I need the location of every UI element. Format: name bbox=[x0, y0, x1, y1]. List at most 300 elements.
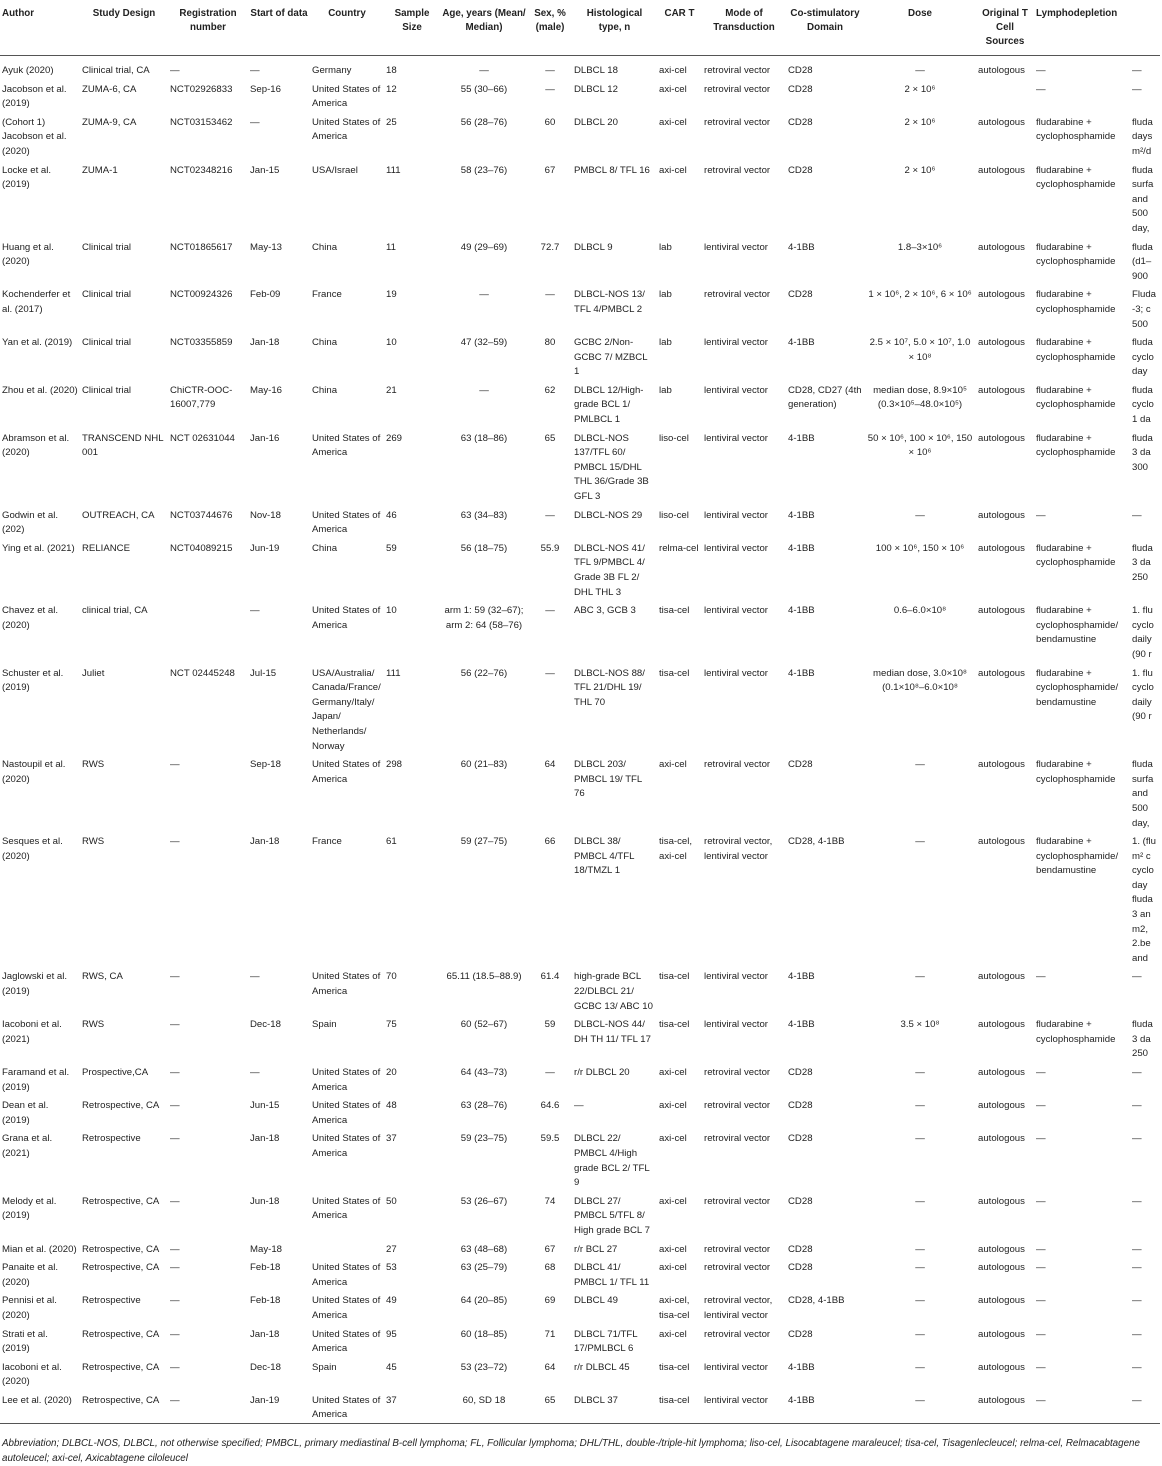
cell-age: 63 (28–76) bbox=[460, 1100, 508, 1112]
cell-car-t: liso-cel bbox=[659, 509, 689, 521]
cell-histological-type: DLBCL 203/ PMBCL 19/ TFL 76 bbox=[574, 759, 642, 800]
cell-author: Huang et al. (2020) bbox=[2, 241, 54, 268]
cell-t-cell-sources: autologous bbox=[978, 836, 1025, 848]
cell-registration-number: — bbox=[170, 836, 180, 848]
cell-registration-number: — bbox=[170, 1133, 180, 1145]
cell-car-t: axi-cel bbox=[659, 1195, 687, 1207]
cell-truncated: — bbox=[1130, 1390, 1160, 1424]
cell-sex: 71 bbox=[544, 1328, 556, 1340]
cell-dose: 3.5 × 10⁸ bbox=[900, 1019, 940, 1031]
cell-histological-type: DLBCL 12 bbox=[574, 83, 618, 95]
cell-histological-type: DLBCL 71/TFL 17/PMLBCL 6 bbox=[574, 1328, 638, 1355]
cell-mode-of-transduction: lentiviral vector bbox=[704, 384, 768, 396]
table-row bbox=[0, 1095, 1160, 1128]
cell-costimulatory-domain: 4-1BB bbox=[788, 241, 815, 253]
column-header-sample-size: Sample Size bbox=[384, 0, 440, 56]
cell-mode-of-transduction: retroviral vector, lentiviral vector bbox=[704, 836, 773, 862]
cell-t-cell-sources: autologous bbox=[978, 1133, 1025, 1145]
cell-mode-of-transduction: lentiviral vector bbox=[704, 1361, 768, 1373]
cell-age: 59 (27–75) bbox=[460, 836, 508, 848]
cell-t-cell-sources: autologous bbox=[978, 509, 1025, 521]
cell-truncated: fluda days m²/d bbox=[1132, 116, 1153, 157]
cell-sample-size: 21 bbox=[386, 384, 397, 396]
cell-car-t: tisa-cel bbox=[659, 971, 690, 983]
cell-sex: — bbox=[545, 1067, 555, 1078]
table-row bbox=[0, 1390, 1160, 1424]
cell-registration-number: — bbox=[170, 1067, 180, 1078]
cell-sex: 66 bbox=[544, 836, 556, 848]
cell-mode-of-transduction: retroviral vector bbox=[704, 759, 771, 771]
cell-country: United States of America bbox=[312, 1100, 381, 1126]
cell-start-of-data: May-18 bbox=[250, 1243, 282, 1255]
cell-mode-of-transduction: lentiviral vector bbox=[704, 667, 768, 679]
table-row bbox=[0, 831, 1160, 966]
cell-t-cell-sources: autologous bbox=[978, 1195, 1025, 1207]
cell-registration-number: NCT02926833 bbox=[170, 83, 233, 95]
table-body bbox=[0, 56, 1160, 1424]
cell-histological-type: ABC 3, GCB 3 bbox=[574, 605, 636, 617]
cell-country: United States of America bbox=[312, 605, 381, 631]
cell-country: United States of America bbox=[312, 1328, 381, 1355]
table-row bbox=[0, 1191, 1160, 1239]
cell-age: 60 (21–83) bbox=[460, 759, 508, 771]
cell-mode-of-transduction: lentiviral vector bbox=[704, 337, 768, 349]
table-row bbox=[0, 380, 1160, 428]
cell-histological-type: DLBCL 41/ PMBCL 1/ TFL 11 bbox=[574, 1262, 650, 1288]
cell-lymphodepletion: fludarabine + cyclophosphamide bbox=[1036, 164, 1116, 191]
cell-dose: — bbox=[864, 1390, 976, 1424]
cell-sex: 64.6 bbox=[540, 1100, 560, 1112]
cell-histological-type: DLBCL-NOS 41/ TFL 9/PMBCL 4/ Grade 3B FL 2/ DHL THL 3 bbox=[574, 542, 645, 598]
cell-start-of-data: Jul-15 bbox=[250, 667, 277, 679]
cell-age: 55 (30–66) bbox=[460, 83, 508, 95]
cell-dose: — bbox=[915, 971, 925, 983]
cell-registration-number: — bbox=[170, 1100, 180, 1112]
cell-lymphodepletion: fludarabine + cyclophosphamide bbox=[1036, 289, 1116, 315]
cell-country: Germany bbox=[312, 65, 352, 76]
cell-author: Pennisi et al. (2020) bbox=[2, 1295, 57, 1321]
cell-costimulatory-domain: CD28 bbox=[788, 1133, 813, 1145]
cell-t-cell-sources: autologous bbox=[978, 65, 1025, 76]
column-header-t-cell-sources: Original T Cell Sources bbox=[976, 0, 1034, 56]
cell-t-cell-sources: autologous bbox=[976, 1390, 1034, 1424]
table-footnote: Abbreviation; DLBCL-NOS, DLBCL, not otherwise specified; PMBCL, primary mediastinal B-cell lymphoma; FL, Follicular lymphoma; DHL/THL, double-/triple-hit lymphoma; liso-cel, Lisocabtagene maraleucel; tisa-cel, Tisagenlecleucel; relma-cel, Relmacabtagene autoleucel; axi-cel, Axicabtagene ciloleucel bbox=[2, 1438, 1140, 1464]
cell-sex: 74 bbox=[544, 1195, 556, 1207]
cell-costimulatory-domain: CD28 bbox=[788, 759, 813, 771]
cell-sample-size: 53 bbox=[386, 1262, 397, 1274]
cell-car-t: axi-cel bbox=[659, 83, 687, 95]
cell-lymphodepletion: fludarabine + cyclophosphamide bbox=[1036, 337, 1116, 363]
cell-lymphodepletion: — bbox=[1036, 1195, 1046, 1207]
cell-start-of-data: Feb-18 bbox=[250, 1262, 281, 1274]
cell-histological-type: DLBCL 49 bbox=[574, 1295, 618, 1307]
cell-costimulatory-domain: CD28 bbox=[788, 65, 813, 76]
cell-mode-of-transduction: retroviral vector bbox=[704, 1067, 771, 1078]
cell-costimulatory-domain: CD28, CD27 (4th generation) bbox=[788, 384, 862, 411]
cell-country: USA/Australia/ Canada/France/ Germany/Italy/ Japan/ Netherlands/ Norway bbox=[312, 667, 381, 752]
cell-author: Iacoboni et al. (2020) bbox=[2, 1361, 62, 1388]
table-row bbox=[0, 237, 1160, 285]
table-row bbox=[0, 966, 1160, 1014]
cell-lymphodepletion: fludarabine + cyclophosphamide/ bendamustine bbox=[1036, 667, 1119, 708]
cell-start-of-data: Sep-16 bbox=[250, 83, 281, 95]
column-header-lymphodepletion: Lymphodepletion bbox=[1034, 0, 1130, 56]
cell-dose: 100 × 10⁶, 150 × 10⁶ bbox=[875, 542, 965, 554]
cell-sex: — bbox=[545, 667, 555, 679]
cell-costimulatory-domain: 4-1BB bbox=[788, 542, 815, 554]
column-header-age: Age, years (Mean/ Median) bbox=[440, 0, 528, 56]
cell-author: Grana et al. (2021) bbox=[2, 1133, 53, 1159]
cell-start-of-data: May-13 bbox=[250, 241, 282, 253]
cell-registration-number: NCT03153462 bbox=[170, 116, 233, 128]
cell-histological-type: r/r BCL 27 bbox=[574, 1243, 618, 1255]
cell-mode-of-transduction: retroviral vector, lentiviral vector bbox=[704, 1295, 773, 1321]
cell-truncated: — bbox=[1132, 83, 1142, 95]
cell-country: Spain bbox=[312, 1361, 337, 1373]
cell-age: 53 (26–67) bbox=[460, 1195, 508, 1207]
cell-dose: — bbox=[915, 1328, 925, 1340]
cell-histological-type: DLBCL 20 bbox=[574, 116, 618, 128]
cell-lymphodepletion: fludarabine + cyclophosphamide bbox=[1036, 1019, 1116, 1045]
cell-study-design: RWS, CA bbox=[82, 971, 123, 983]
cell-author: Ying et al. (2021) bbox=[2, 542, 75, 554]
cell-sample-size: 12 bbox=[386, 83, 397, 95]
cell-histological-type: DLBCL-NOS 13/ TFL 4/PMBCL 2 bbox=[574, 289, 645, 315]
cell-sex: — bbox=[545, 83, 555, 95]
column-header-car-t: CAR T bbox=[657, 0, 702, 56]
cell-sex: 59.5 bbox=[540, 1133, 560, 1145]
cell-start-of-data: Jun-15 bbox=[250, 1100, 280, 1112]
cell-age: 63 (25–79) bbox=[460, 1262, 508, 1274]
cell-histological-type: DLBCL 27/ PMBCL 5/TFL 8/ High grade BCL 7 bbox=[574, 1195, 650, 1236]
cell-author: Sesques et al. (2020) bbox=[2, 836, 63, 862]
table-row bbox=[0, 284, 1160, 332]
cell-lymphodepletion: — bbox=[1034, 1390, 1130, 1424]
cell-age: 65.11 (18.5–88.9) bbox=[446, 971, 522, 983]
cell-study-design: Clinical trial, CA bbox=[82, 65, 150, 76]
cell-lymphodepletion: fludarabine + cyclophosphamide bbox=[1036, 384, 1116, 411]
cell-sample-size: 95 bbox=[386, 1328, 397, 1340]
cell-costimulatory-domain: CD28 bbox=[788, 1100, 813, 1112]
cell-histological-type: r/r DLBCL 20 bbox=[574, 1067, 630, 1078]
cell-country: United States of America bbox=[312, 432, 381, 459]
cell-age: — bbox=[479, 65, 489, 76]
cell-sample-size: 25 bbox=[386, 116, 397, 128]
cell-sample-size: 11 bbox=[386, 241, 396, 253]
cell-study-design: Juliet bbox=[82, 667, 105, 679]
cell-study-design: Retrospective bbox=[82, 1133, 141, 1145]
cell-mode-of-transduction: lentiviral vector bbox=[704, 1019, 768, 1031]
table-row bbox=[0, 754, 1160, 831]
cell-dose: — bbox=[915, 1195, 925, 1207]
cell-study-design: RELIANCE bbox=[82, 542, 130, 554]
table-row bbox=[0, 79, 1160, 112]
cell-t-cell-sources: autologous bbox=[978, 337, 1025, 349]
cell-study-design: RWS bbox=[82, 759, 105, 771]
cell-sample-size: 20 bbox=[386, 1067, 397, 1078]
table-row bbox=[0, 538, 1160, 600]
cell-truncated: fluda cyclo 1 da bbox=[1132, 384, 1154, 426]
cell-dose: — bbox=[915, 1243, 925, 1255]
cell-registration-number: — bbox=[168, 1390, 248, 1424]
cell-author: Locke et al. (2019) bbox=[2, 164, 52, 191]
cell-dose: — bbox=[915, 1361, 925, 1373]
table-row bbox=[0, 112, 1160, 160]
cell-sample-size: 10 bbox=[386, 337, 397, 349]
cell-histological-type: DLBCL-NOS 137/TFL 60/ PMBCL 15/DHL THL 36/Grade 3B GFL 3 bbox=[574, 432, 649, 503]
cell-sample-size: 18 bbox=[386, 65, 397, 76]
cell-histological-type: DLBCL 9 bbox=[574, 241, 613, 253]
cell-sex: 59 bbox=[544, 1019, 556, 1031]
cell-lymphodepletion: — bbox=[1036, 1328, 1046, 1340]
cell-lymphodepletion: fludarabine + cyclophosphamide bbox=[1036, 542, 1116, 569]
cell-sex: 55.9 bbox=[540, 542, 560, 554]
cell-sex: 65 bbox=[544, 432, 556, 444]
cell-sex: 68 bbox=[544, 1262, 556, 1274]
cell-author: Lee et al. (2020) bbox=[0, 1390, 80, 1424]
cell-mode-of-transduction: lentiviral vector bbox=[704, 509, 768, 521]
cell-costimulatory-domain: 4-1BB bbox=[786, 1390, 864, 1424]
cell-sample-size: 111 bbox=[386, 667, 401, 679]
cell-costimulatory-domain: CD28 bbox=[788, 116, 813, 128]
cell-country: United States of America bbox=[312, 1262, 381, 1288]
cell-author: Schuster et al. (2019) bbox=[2, 667, 64, 694]
cell-dose: — bbox=[915, 1133, 925, 1145]
cell-sex: 72.7 bbox=[540, 241, 560, 253]
cell-lymphodepletion: — bbox=[1036, 1243, 1046, 1255]
cell-start-of-data: Sep-18 bbox=[250, 759, 281, 771]
cell-sex: 80 bbox=[544, 337, 556, 349]
cell-start-of-data: — bbox=[250, 605, 260, 617]
cell-author: Iacoboni et al. (2021) bbox=[2, 1019, 62, 1045]
cell-study-design: RWS bbox=[82, 1019, 105, 1031]
cell-car-t: axi-cel bbox=[659, 1133, 687, 1145]
cell-lymphodepletion: — bbox=[1036, 971, 1046, 983]
cell-lymphodepletion: — bbox=[1036, 1067, 1046, 1078]
cell-car-t: tisa-cel bbox=[659, 667, 690, 679]
cell-registration-number: — bbox=[170, 1243, 180, 1255]
cell-histological-type: DLBCL 38/ PMBCL 4/TFL 18/TMZL 1 bbox=[574, 836, 635, 877]
column-header-dose: Dose bbox=[864, 0, 976, 56]
cell-study-design: ZUMA-9, CA bbox=[82, 116, 137, 128]
cell-car-t: axi-cel bbox=[659, 1328, 687, 1340]
cell-truncated: — bbox=[1132, 65, 1142, 76]
cell-dose: — bbox=[915, 759, 925, 771]
cell-car-t: tisa-cel bbox=[659, 1361, 690, 1373]
column-header-author: Author bbox=[0, 0, 80, 56]
cell-costimulatory-domain: 4-1BB bbox=[788, 1019, 815, 1031]
cell-country: United States of America bbox=[312, 1067, 381, 1093]
cell-car-t: lab bbox=[659, 337, 672, 349]
cell-dose: — bbox=[915, 65, 925, 76]
cell-car-t: axi-cel bbox=[659, 1262, 687, 1274]
cell-car-t: axi-cel bbox=[659, 1100, 687, 1112]
cell-truncated: Fluda -3; c 500 bbox=[1132, 289, 1156, 330]
cell-lymphodepletion: fludarabine + cyclophosphamide/ bendamustine bbox=[1036, 605, 1119, 646]
cell-truncated: — bbox=[1132, 971, 1142, 983]
cell-costimulatory-domain: CD28 bbox=[788, 1328, 813, 1340]
cell-mode-of-transduction: retroviral vector bbox=[704, 1100, 771, 1112]
cell-study-design: Clinical trial bbox=[82, 289, 132, 301]
cell-start-of-data: — bbox=[250, 116, 260, 128]
table-row bbox=[0, 1324, 1160, 1357]
cell-study-design: Retrospective, CA bbox=[82, 1361, 160, 1373]
cell-mode-of-transduction: lentiviral vector bbox=[702, 1390, 786, 1424]
cell-country: United States of America bbox=[312, 1295, 381, 1321]
cell-study-design: Retrospective, CA bbox=[82, 1243, 160, 1255]
cell-age: 53 (23–72) bbox=[460, 1361, 508, 1373]
cell-start-of-data: — bbox=[250, 65, 260, 76]
cell-truncated: — bbox=[1132, 1243, 1142, 1255]
cell-dose: — bbox=[915, 1262, 925, 1274]
column-header-study-design: Study Design bbox=[80, 0, 168, 56]
cell-study-design: OUTREACH, CA bbox=[82, 509, 155, 521]
cell-t-cell-sources: autologous bbox=[978, 1067, 1025, 1078]
cell-t-cell-sources: autologous bbox=[978, 289, 1025, 301]
cell-age: 60, SD 18 bbox=[440, 1390, 528, 1424]
cell-start-of-data: Jun-19 bbox=[250, 542, 280, 554]
cell-study-design: Retrospective, CA bbox=[82, 1100, 160, 1112]
cell-histological-type: DLBCL-NOS 44/ DH TH 11/ TFL 17 bbox=[574, 1019, 651, 1045]
cell-costimulatory-domain: 4-1BB bbox=[788, 1361, 815, 1373]
cell-study-design: Retrospective, CA bbox=[82, 1262, 160, 1274]
cell-truncated: — bbox=[1132, 509, 1142, 521]
cell-age: 60 (18–85) bbox=[460, 1328, 508, 1340]
cell-truncated: 1. flu cyclo daily (90 r bbox=[1132, 605, 1154, 660]
cell-t-cell-sources bbox=[976, 79, 1034, 112]
cell-histological-type: r/r DLBCL 45 bbox=[574, 1361, 630, 1373]
cell-t-cell-sources: autologous bbox=[978, 432, 1025, 444]
cell-sex: — bbox=[545, 289, 555, 301]
cell-study-design: Clinical trial bbox=[82, 337, 132, 349]
cell-dose: 1 × 10⁶, 2 × 10⁶, 6 × 10⁶ bbox=[868, 289, 972, 301]
cell-country: France bbox=[312, 289, 342, 301]
cell-start-of-data: May-16 bbox=[250, 384, 282, 396]
cell-truncated: — bbox=[1132, 1133, 1142, 1145]
cell-car-t: tisa-cel, axi-cel bbox=[659, 836, 693, 862]
cell-costimulatory-domain: CD28 bbox=[788, 1067, 813, 1078]
cell-costimulatory-domain: 4-1BB bbox=[788, 432, 815, 444]
cell-sex: 69 bbox=[544, 1295, 556, 1307]
cell-t-cell-sources: autologous bbox=[978, 1262, 1025, 1274]
table-row bbox=[0, 1357, 1160, 1390]
cell-country: United States of America bbox=[310, 1390, 384, 1424]
cell-age: 63 (48–68) bbox=[460, 1243, 508, 1255]
cell-costimulatory-domain: 4-1BB bbox=[788, 971, 815, 983]
cell-start-of-data: Dec-18 bbox=[250, 1361, 281, 1373]
cell-lymphodepletion: — bbox=[1036, 1361, 1046, 1373]
cell-registration-number: — bbox=[170, 1195, 180, 1207]
cell-sex: 64 bbox=[544, 759, 556, 771]
table-header-row bbox=[0, 0, 1160, 56]
cell-start-of-data: — bbox=[250, 1067, 260, 1078]
cell-truncated: fluda cyclo day bbox=[1132, 337, 1154, 378]
cell-costimulatory-domain: CD28 bbox=[788, 1243, 813, 1255]
cell-registration-number: — bbox=[170, 1328, 180, 1340]
column-header-start-of-data: Start of data bbox=[248, 0, 310, 56]
cell-start-of-data: Jan-19 bbox=[248, 1390, 310, 1424]
cell-dose: median dose, 3.0×10⁸ (0.1×10⁸–6.0×10⁸ bbox=[873, 667, 967, 694]
cell-sample-size: 46 bbox=[386, 509, 397, 521]
cell-costimulatory-domain: CD28, 4-1BB bbox=[788, 836, 845, 848]
cell-mode-of-transduction: retroviral vector bbox=[704, 289, 771, 301]
column-header-histological-type: Histological type, n bbox=[572, 0, 657, 56]
cell-sex: 65 bbox=[528, 1390, 572, 1424]
cell-age: 63 (18–86) bbox=[460, 432, 508, 444]
cell-country: France bbox=[312, 836, 342, 848]
cell-registration-number: — bbox=[170, 1019, 180, 1031]
cell-histological-type: DLBCL-NOS 88/ TFL 21/DHL 19/ THL 70 bbox=[574, 667, 645, 708]
cell-car-t: tisa-cel bbox=[657, 1390, 702, 1424]
cell-sample-size: 298 bbox=[386, 759, 403, 771]
column-header-mode-of-transduction: Mode of Transduction bbox=[702, 0, 786, 56]
cell-country: United States of America bbox=[312, 1195, 381, 1222]
cell-author: Jaglowski et al. (2019) bbox=[2, 971, 68, 998]
cell-start-of-data: Jan-18 bbox=[250, 836, 280, 848]
cell-mode-of-transduction: retroviral vector bbox=[704, 164, 771, 176]
cell-car-t: lab bbox=[659, 241, 672, 253]
cell-start-of-data: Jan-18 bbox=[250, 1328, 280, 1340]
cell-mode-of-transduction: lentiviral vector bbox=[704, 241, 768, 253]
cell-country: China bbox=[312, 337, 338, 349]
cell-car-t: axi-cel bbox=[659, 759, 687, 771]
cell-truncated: — bbox=[1132, 1361, 1142, 1373]
cell-study-design: clinical trial, CA bbox=[82, 605, 148, 617]
cell-start-of-data: Jan-18 bbox=[250, 337, 280, 349]
cell-truncated: — bbox=[1132, 1067, 1142, 1078]
column-header-registration-number: Registration number bbox=[168, 0, 248, 56]
cell-start-of-data: Dec-18 bbox=[250, 1019, 281, 1031]
cell-histological-type: high-grade BCL 22/DLBCL 21/ GCBC 13/ ABC 10 bbox=[574, 971, 653, 1012]
table-row bbox=[0, 1062, 1160, 1095]
cell-study-design: Retrospective, CA bbox=[80, 1390, 168, 1424]
cell-sample-size: 19 bbox=[386, 289, 397, 301]
cell-author: Chavez et al. (2020) bbox=[2, 605, 58, 631]
cell-t-cell-sources: autologous bbox=[978, 667, 1025, 679]
cell-lymphodepletion: fludarabine + cyclophosphamide bbox=[1036, 432, 1116, 459]
cell-country: United States of America bbox=[312, 971, 381, 998]
cell-country: China bbox=[312, 542, 338, 554]
cell-sex: 60 bbox=[544, 116, 556, 128]
cell-author: Nastoupil et al. (2020) bbox=[2, 759, 66, 785]
cell-costimulatory-domain: CD28 bbox=[788, 1262, 813, 1274]
cell-author: Kochenderfer et al. (2017) bbox=[2, 289, 71, 315]
cell-costimulatory-domain: CD28 bbox=[788, 1195, 813, 1207]
cell-histological-type: DLBCL 18 bbox=[574, 65, 618, 76]
cell-histological-type: — bbox=[574, 1100, 584, 1112]
cell-car-t: lab bbox=[659, 384, 672, 396]
cell-costimulatory-domain: CD28 bbox=[788, 164, 813, 176]
cell-t-cell-sources: autologous bbox=[978, 971, 1025, 983]
cell-sample-size: 48 bbox=[386, 1100, 397, 1112]
cell-author: Strati et al. (2019) bbox=[2, 1328, 48, 1355]
cell-registration-number: — bbox=[170, 1361, 180, 1373]
cell-registration-number bbox=[168, 600, 248, 662]
cell-sex: — bbox=[545, 65, 555, 76]
cell-costimulatory-domain: CD28 bbox=[788, 289, 813, 301]
cell-truncated: — bbox=[1132, 1195, 1142, 1207]
cell-car-t: axi-cel, tisa-cel bbox=[659, 1295, 690, 1321]
table-row bbox=[0, 1014, 1160, 1062]
cell-histological-type: DLBCL 37 bbox=[572, 1390, 657, 1424]
cell-author: Abramson et al. (2020) bbox=[2, 432, 70, 459]
cell-dose: 2.5 × 10⁷, 5.0 × 10⁷, 1.0 × 10⁸ bbox=[869, 337, 971, 363]
cell-author: Mian et al. (2020) bbox=[2, 1243, 77, 1255]
cell-t-cell-sources: autologous bbox=[978, 164, 1025, 176]
cell-registration-number: — bbox=[170, 1262, 180, 1274]
cell-mode-of-transduction: retroviral vector bbox=[704, 1243, 771, 1255]
cell-registration-number: NCT00924326 bbox=[170, 289, 233, 301]
